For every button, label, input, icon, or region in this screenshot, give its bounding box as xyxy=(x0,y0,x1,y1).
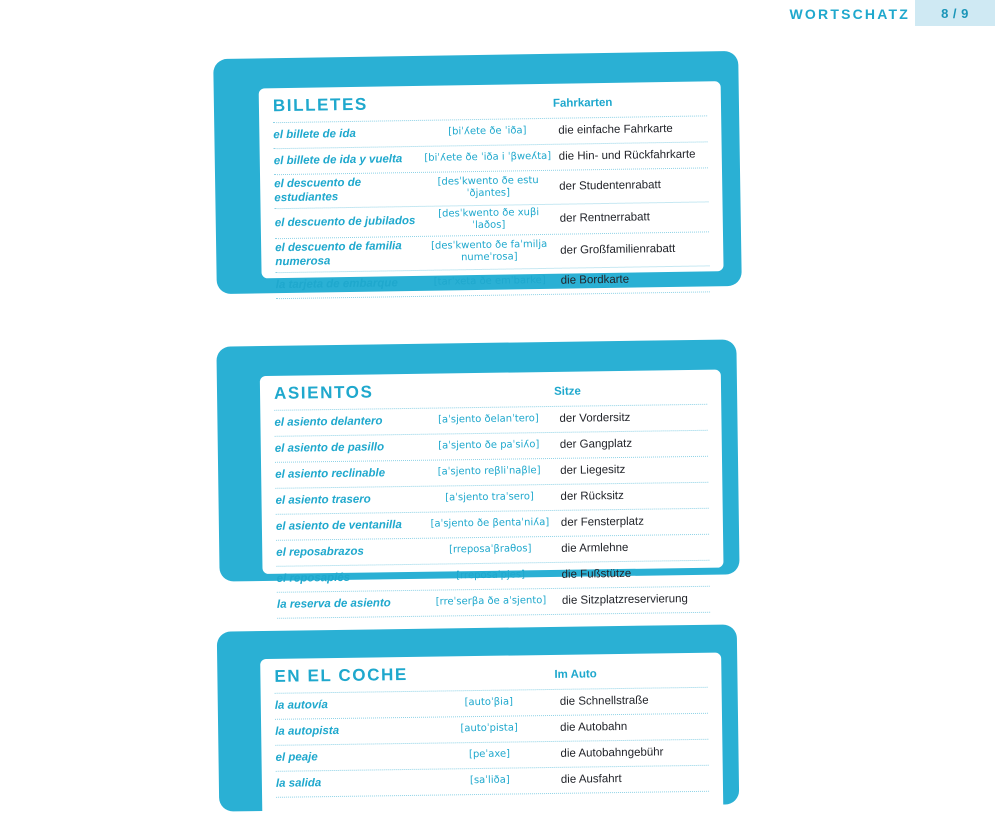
term-spanish: el descuento de familia numerosa xyxy=(275,239,402,269)
term-spanish: la autopista xyxy=(275,725,340,739)
card-inner xyxy=(259,81,724,291)
term-spanish: el asiento reclinable xyxy=(275,467,386,482)
term-german: die Autobahn xyxy=(560,721,628,735)
term-german: der Rücksitz xyxy=(560,490,624,504)
vocabulary-table xyxy=(259,81,724,299)
term-pronunciation: [autoˈβia] xyxy=(464,696,514,709)
term-pronunciation: [biˈʎete ðe ˈiða i ˈβweʎta] xyxy=(424,151,552,165)
term-pronunciation: [rreposaˈpjes] xyxy=(456,569,526,582)
term-spanish: el asiento delantero xyxy=(274,415,383,430)
term-pronunciation: [aˈsjento ðelanˈtero] xyxy=(437,413,539,426)
section-title-es: EN EL COCHE xyxy=(274,664,409,686)
term-german: die Sitzplatzreservierung xyxy=(561,593,688,608)
section-title-de: Im Auto xyxy=(554,668,597,681)
term-pronunciation: [peˈaxe] xyxy=(468,748,511,761)
section-title-de: Sitze xyxy=(553,385,581,398)
page-number-badge: 8 / 9 xyxy=(915,0,995,26)
term-spanish: el descuento de estudiantes xyxy=(274,176,362,205)
term-spanish: el reposabrazos xyxy=(276,545,364,560)
section-title-de: Fahrkarten xyxy=(552,96,613,110)
table-row xyxy=(277,587,710,619)
card-inner xyxy=(260,370,724,612)
page-title: WORTSCHATZ xyxy=(789,6,910,22)
table-row xyxy=(276,766,709,798)
term-pronunciation: [aˈsjento ðe paˈsiʎo] xyxy=(438,439,540,452)
term-german: der Rentnerrabatt xyxy=(559,211,650,225)
vocabulary-card-en-el-coche xyxy=(217,624,739,811)
term-pronunciation: [biˈʎete ðe ˈiða] xyxy=(448,125,527,138)
vocabulary-table xyxy=(260,370,724,619)
term-spanish: la salida xyxy=(275,777,322,791)
term-german: die Ausfahrt xyxy=(560,773,622,787)
term-german: der Fensterplatz xyxy=(560,516,645,530)
term-pronunciation: [saˈliða] xyxy=(469,774,510,787)
term-spanish: la autovía xyxy=(274,699,328,713)
term-spanish: el billete de ida xyxy=(273,128,356,142)
term-pronunciation: [tarˈxeta ðe emˈbarke] xyxy=(433,274,546,288)
term-german: die Schnellstraße xyxy=(559,694,649,709)
vocabulary-card-asientos xyxy=(216,339,739,612)
term-german: der Studentenrabatt xyxy=(559,179,661,193)
term-pronunciation: [autoˈpista] xyxy=(460,722,518,735)
vocabulary-table xyxy=(260,653,723,798)
table-row xyxy=(276,266,710,299)
term-german: die einfache Fahrkarte xyxy=(558,123,673,138)
term-pronunciation: [aˈsjento reβliˈnaβle] xyxy=(437,465,541,478)
term-spanish: la reserva de asiento xyxy=(276,597,391,612)
term-pronunciation: [desˈkwento ðe xuβiˈlaðos] xyxy=(438,206,540,232)
term-german: die Armlehne xyxy=(561,542,629,556)
term-spanish: el asiento trasero xyxy=(275,493,371,508)
section-title-es: ASIENTOS xyxy=(273,382,374,403)
vocabulary-card-billetes xyxy=(213,51,742,294)
term-pronunciation: [desˈkwento ðe estuˈðjantes] xyxy=(437,174,539,200)
term-german: der Vordersitz xyxy=(559,412,631,426)
term-german: die Hin- und Rückfahrkarte xyxy=(558,148,696,164)
term-pronunciation: [rreposaˈβraθos] xyxy=(448,543,532,556)
term-spanish: el asiento de ventanilla xyxy=(275,519,402,534)
card-inner xyxy=(260,653,723,819)
term-spanish: el descuento de jubilados xyxy=(274,215,416,230)
term-spanish: el reposapiés xyxy=(276,572,351,586)
term-pronunciation: [aˈsjento ðe βentaˈniʎa] xyxy=(430,517,550,530)
term-pronunciation: [desˈkwento ðe faˈmilja numeˈrosa] xyxy=(431,238,548,264)
term-pronunciation: [rreˈserβa ðe aˈsjento] xyxy=(435,595,547,608)
term-german: der Liegesitz xyxy=(560,464,626,478)
term-german: der Gangplatz xyxy=(559,438,633,452)
term-spanish: la tarjeta de embarque xyxy=(275,277,398,291)
term-german: die Autobahngebühr xyxy=(560,746,664,761)
term-german: die Fußstütze xyxy=(561,568,632,582)
term-spanish: el asiento de pasillo xyxy=(274,441,385,456)
term-german: die Bordkarte xyxy=(560,273,630,287)
section-title-es: BILLETES xyxy=(272,94,369,116)
term-spanish: el billete de ida y vuelta xyxy=(273,153,403,168)
term-spanish: el peaje xyxy=(275,751,318,765)
term-german: der Großfamilienrabatt xyxy=(560,242,676,257)
page-header xyxy=(0,0,1000,30)
term-pronunciation: [aˈsjento traˈsero] xyxy=(445,491,534,504)
